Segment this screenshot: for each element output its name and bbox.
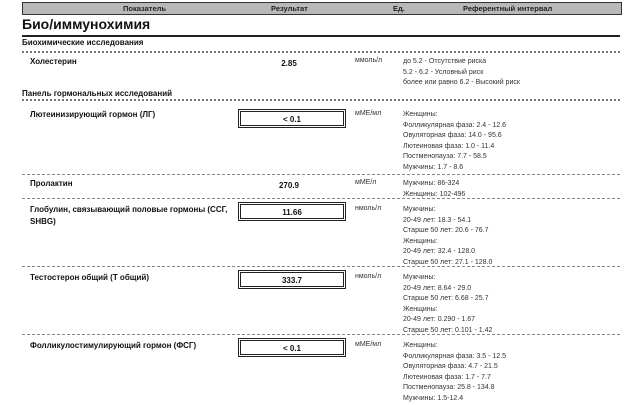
reference-line: Старше 50 лет: 0.101 - 1.42 (403, 326, 493, 334)
divider (22, 198, 620, 199)
reference-line: 20-49 лет: 8.64 - 29.0 (403, 284, 472, 292)
reference-line: Фолликулярная фаза: 3.5 - 12.5 (403, 352, 507, 360)
reference-line: Мужчины: 1.7 - 8.6 (403, 163, 464, 171)
section-title: Панель гормональных исследований (22, 89, 173, 98)
reference-line: Мужчины: (403, 206, 436, 213)
reference-line: Постменопауза: 7.7 - 58.5 (403, 153, 487, 161)
reference-line: Мужчины: (403, 274, 436, 281)
reference-range (403, 205, 492, 269)
result-value: 333.7 (238, 270, 346, 289)
reference-line: 20-49 лет: 0.290 - 1.67 (403, 316, 476, 324)
reference-line: до 5.2 - Отсутствие риска (403, 58, 487, 65)
result-value: 11.66 (238, 202, 346, 221)
reference-line: Старше 50 лет: 6.68 - 25.7 (403, 295, 489, 303)
test-name: Пролактин (30, 179, 73, 188)
reference-line: Овуляторная фаза: 14.0 - 95.6 (403, 132, 502, 140)
test-name: Глобулин, связывающий половые гормоны (ССГ, SHBG) (30, 205, 228, 226)
reference-line: Мужчины: 86-324 (403, 180, 460, 187)
reference-line: Женщины: 102-496 (403, 190, 466, 198)
divider (22, 35, 620, 37)
col-name-header: Показатель (123, 4, 167, 13)
reference-line: Женщины: (403, 237, 438, 245)
test-name: Фолликулостимулирующий гормон (ФСГ) (30, 341, 197, 350)
reference-line: Постменопауза: 25.8 - 134.8 (403, 384, 495, 392)
reference-range (403, 341, 506, 405)
result-value: < 0.1 (238, 109, 346, 128)
test-name: Тестостерон общий (Т общий) (30, 273, 150, 282)
reference-range (403, 57, 520, 89)
reference-line: Лютеиновая фаза: 1.7 - 7.7 (403, 373, 491, 381)
reference-line: Женщины: (403, 342, 438, 349)
divider (22, 51, 620, 53)
reference-line: Женщины: (403, 305, 438, 313)
reference-line: 20-49 лет: 32.4 - 128.0 (403, 248, 476, 256)
result-value: 2.85 (281, 59, 297, 68)
reference-line: Лютеиновая фаза: 1.0 - 11.4 (403, 142, 495, 150)
reference-line: 5.2 - 6.2 - Условный риск (403, 68, 484, 76)
result-value: 270.9 (278, 181, 300, 190)
section-title: Биохимические исследования (22, 38, 144, 47)
unit: мМЕ/л (355, 179, 377, 186)
reference-line: Фолликулярная фаза: 2.4 - 12.6 (403, 121, 507, 129)
reference-line: Старше 50 лет: 20.6 - 76.7 (403, 227, 489, 235)
divider (22, 174, 620, 175)
reference-line: Старше 50 лет: 27.1 - 128.0 (403, 258, 493, 266)
reference-line: 20-49 лет: 18.3 - 54.1 (403, 216, 472, 224)
col-ref-header: Референтный интервал (463, 4, 553, 13)
reference-range (403, 273, 492, 337)
reference-line: Мужчины: 1.5-12.4 (403, 394, 464, 402)
unit: нмоль/л (355, 205, 382, 212)
unit: нмоль/л (355, 273, 382, 280)
table-header (22, 2, 622, 15)
divider (22, 99, 620, 101)
unit: мМЕ/мл (355, 110, 382, 117)
col-result-header: Результат (271, 4, 308, 13)
page-title: Био/иммунохимия (22, 16, 151, 32)
reference-range (403, 179, 465, 200)
reference-range (403, 110, 506, 174)
divider (22, 266, 620, 267)
reference-line: Женщины: (403, 111, 438, 118)
test-name: Лютеинизирующий гормон (ЛГ) (30, 110, 156, 119)
result-value: < 0.1 (238, 338, 346, 357)
unit: мМЕ/мл (355, 341, 382, 348)
divider (22, 334, 620, 335)
col-unit-header: Ед. (393, 4, 405, 13)
test-name: Холестерин (30, 57, 77, 66)
reference-line: Овуляторная фаза: 4.7 - 21.5 (403, 363, 498, 371)
unit: ммоль/л (355, 57, 383, 64)
reference-line: более или равно 6.2 - Высокий риск (403, 79, 520, 87)
